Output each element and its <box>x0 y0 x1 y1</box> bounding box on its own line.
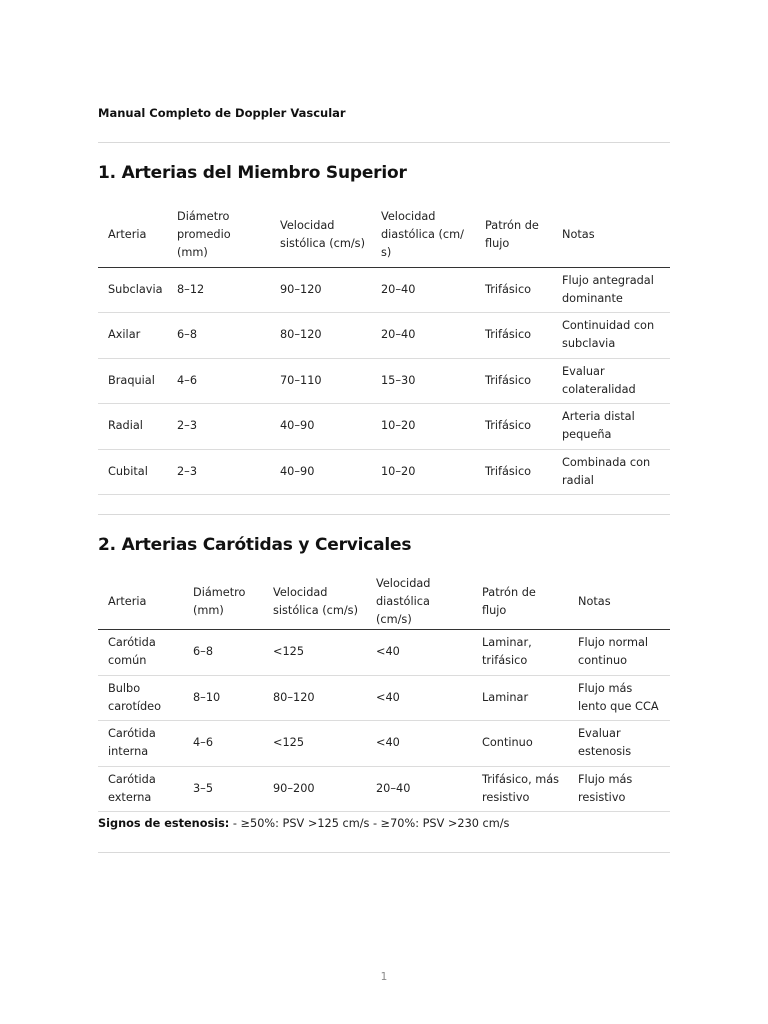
table-row <box>98 766 670 812</box>
table-cell: Bulbo carotídeo <box>98 675 183 721</box>
column-header: Notas <box>552 203 670 267</box>
table-cell: 6–8 <box>183 630 263 676</box>
table-cell: <125 <box>263 721 366 767</box>
table-cell: 15–30 <box>371 358 475 404</box>
column-header: Diámetro promedio (mm) <box>167 203 270 267</box>
table-cell: Carótida común <box>98 630 183 676</box>
table-cell: 90–200 <box>263 766 366 812</box>
table-cell: 8–10 <box>183 675 263 721</box>
stenosis-signs-paragraph <box>98 817 509 830</box>
column-header: Velocidad sistólica (cm/s) <box>270 203 371 267</box>
table-cell: Trifásico <box>475 449 552 495</box>
table-cell: 40–90 <box>270 404 371 450</box>
table-row <box>98 630 670 676</box>
section2-heading: 2. Arterias Carótidas y Cervicales <box>98 535 412 555</box>
table-cell: Continuidad con subclavia <box>552 313 670 359</box>
table-cell: Laminar, trifásico <box>472 630 568 676</box>
table-cell: Evaluar estenosis <box>568 721 670 767</box>
stenosis-signs-label: Signos de estenosis: <box>98 817 230 830</box>
table-cell: Trifásico, más resistivo <box>472 766 568 812</box>
table-cell: 80–120 <box>270 313 371 359</box>
column-header: Velocidad diastólica (cm/ s) <box>371 203 475 267</box>
table-cell: Cubital <box>98 449 167 495</box>
table-cell: Flujo más lento que CCA <box>568 675 670 721</box>
table-cell: Flujo normal continuo <box>568 630 670 676</box>
table-row <box>98 358 670 404</box>
table-cell: Trifásico <box>475 267 552 313</box>
table-cell: 80–120 <box>263 675 366 721</box>
table-cell: Axilar <box>98 313 167 359</box>
table-cell: 90–120 <box>270 267 371 313</box>
document-title: Manual Completo de Doppler Vascular <box>98 106 346 120</box>
column-header: Arteria <box>98 203 167 267</box>
column-header: Diámetro (mm) <box>183 575 263 630</box>
upper-limb-arteries-table <box>98 203 670 495</box>
table-cell: 3–5 <box>183 766 263 812</box>
table-cell: 20–40 <box>371 267 475 313</box>
table-header-row <box>98 575 670 630</box>
column-header: Velocidad sistólica (cm/s) <box>263 575 366 630</box>
table-cell: <125 <box>263 630 366 676</box>
table-cell: Arteria distal pequeña <box>552 404 670 450</box>
divider <box>98 514 670 515</box>
table-cell: Subclavia <box>98 267 167 313</box>
table-cell: 20–40 <box>371 313 475 359</box>
table-cell: Laminar <box>472 675 568 721</box>
table-cell: 40–90 <box>270 449 371 495</box>
table-cell: Braquial <box>98 358 167 404</box>
page-number: 1 <box>380 971 388 983</box>
table-cell: Carótida externa <box>98 766 183 812</box>
table-header-row <box>98 203 670 267</box>
table-cell: 10–20 <box>371 404 475 450</box>
table-cell: Flujo más resistivo <box>568 766 670 812</box>
table-cell: Trifásico <box>475 313 552 359</box>
table-row <box>98 675 670 721</box>
table-row <box>98 313 670 359</box>
table-cell: Combinada con radial <box>552 449 670 495</box>
table-row <box>98 267 670 313</box>
column-header: Patrón de flujo <box>472 575 568 630</box>
table-cell: Continuo <box>472 721 568 767</box>
table-cell: 20–40 <box>366 766 472 812</box>
divider <box>98 852 670 853</box>
table-row <box>98 404 670 450</box>
table-cell: Radial <box>98 404 167 450</box>
column-header: Notas <box>568 575 670 630</box>
table-cell: 70–110 <box>270 358 371 404</box>
table-cell: Trifásico <box>475 358 552 404</box>
table-cell: 4–6 <box>167 358 270 404</box>
table-cell: 10–20 <box>371 449 475 495</box>
table-cell: Trifásico <box>475 404 552 450</box>
column-header: Arteria <box>98 575 183 630</box>
table-cell: 2–3 <box>167 404 270 450</box>
table-row <box>98 721 670 767</box>
divider <box>98 142 670 143</box>
table-cell: 2–3 <box>167 449 270 495</box>
table-cell: Carótida interna <box>98 721 183 767</box>
table-cell: <40 <box>366 675 472 721</box>
table-row <box>98 449 670 495</box>
table-cell: 6–8 <box>167 313 270 359</box>
table-cell: 4–6 <box>183 721 263 767</box>
carotid-cervical-arteries-table <box>98 575 670 812</box>
table-cell: 8–12 <box>167 267 270 313</box>
table-cell: Flujo antegradal dominante <box>552 267 670 313</box>
table-cell: <40 <box>366 721 472 767</box>
table-cell: Evaluar colateralidad <box>552 358 670 404</box>
table-cell: <40 <box>366 630 472 676</box>
column-header: Velocidad diastólica (cm/s) <box>366 575 472 630</box>
stenosis-signs-text: - ≥50%: PSV >125 cm/s - ≥70%: PSV >230 cm/s <box>229 817 510 830</box>
section1-heading: 1. Arterias del Miembro Superior <box>98 163 407 183</box>
column-header: Patrón de flujo <box>475 203 552 267</box>
